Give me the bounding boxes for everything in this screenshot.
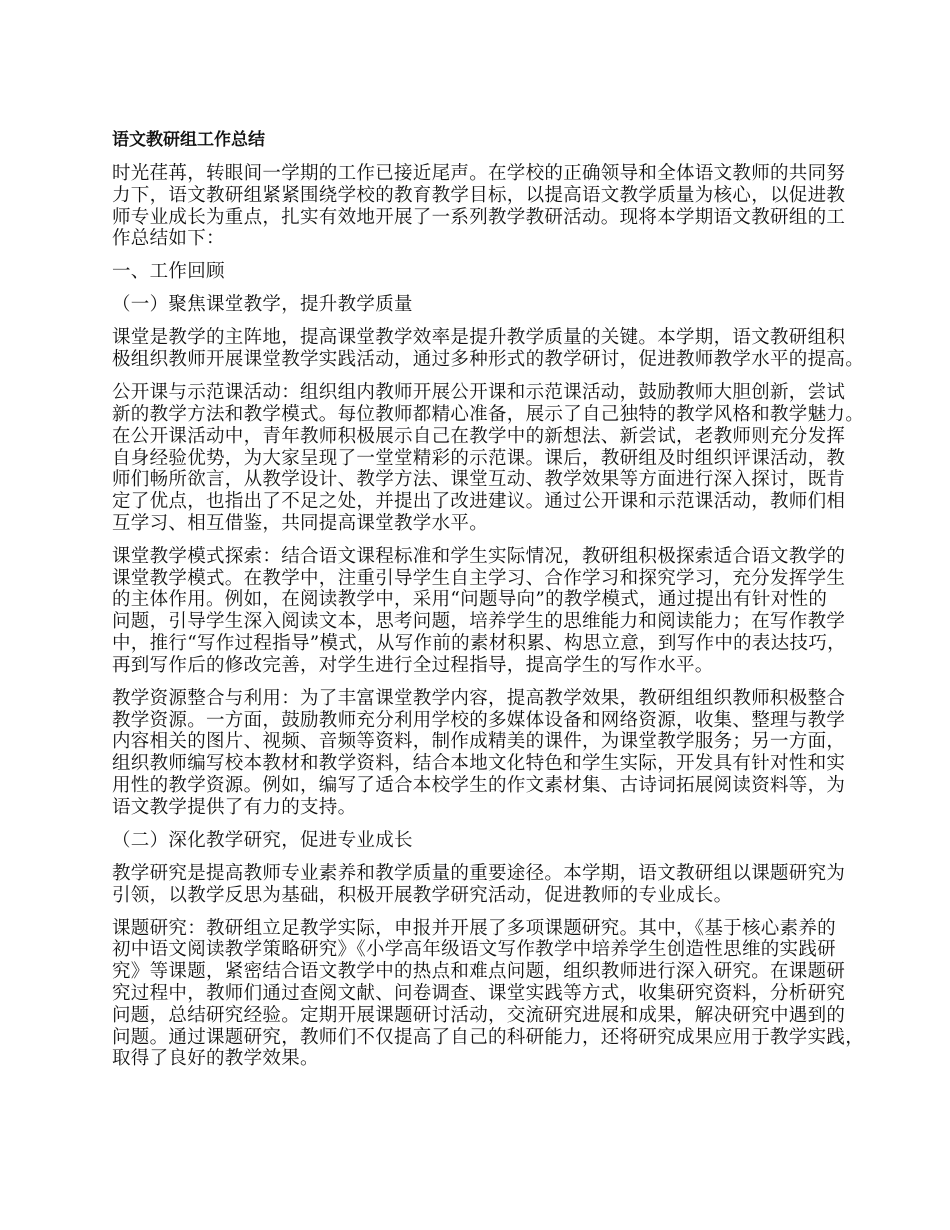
text-line: 究》等课题，紧密结合语文教学中的热点和难点问题，组织教师进行深入研究。在课题研 [112, 961, 846, 983]
text-line: 中，推行“写作过程指导”模式，从写作前的素材积累、构思立意，到写作中的表达技巧， [112, 633, 846, 655]
text-line: 问题。通过课题研究，教师们不仅提高了自己的科研能力，还将研究成果应用于教学实践， [112, 1026, 865, 1048]
text-line: 课堂教学模式探索：结合语文课程标准和学生实际情况，教研组积极探索适合语文教学的 [112, 545, 846, 567]
text-line: 课堂教学模式。在教学中，注重引导学生自主学习、合作学习和探究学习，充分发挥学生 [112, 567, 846, 589]
body-paragraph [112, 163, 872, 250]
body-paragraph [112, 546, 872, 677]
text-line: 教学资源整合与利用：为了丰富课堂教学内容，提高教学效果，教研组组织教师积极整合 [112, 687, 846, 709]
text-line: 课堂是教学的主阵地，提高课堂教学效率是提升教学质量的关键。本学期，语文教研组积 [112, 327, 846, 349]
body-paragraph [112, 327, 872, 371]
text-line: 组织教师编写校本教材和教学资料，结合本地文化特色和学生实际，开发具有针对性和实 [112, 753, 846, 775]
text-line: 师专业成长为重点，扎实有效地开展了一系列教学教研活动。现将本学期语文教研组的工 [112, 206, 846, 228]
text-line: 内容相关的图片、视频、音频等资料，制作成精美的课件，为课堂教学服务；另一方面， [112, 731, 846, 753]
text-line: 师们畅所欲言，从教学设计、教学方法、课堂互动、教学效果等方面进行深入探讨，既肯 [112, 469, 846, 491]
text-line: 取得了良好的教学效果。 [112, 1048, 319, 1070]
text-line: 极组织教师开展课堂教学实践活动，通过多种形式的教学研讨，促进教师教学水平的提高。 [112, 349, 865, 371]
text-line: 课题研究：教研组立足教学实际，申报并开展了多项课题研究。其中，《基于核心素养的 [112, 917, 836, 939]
body-paragraph [112, 918, 872, 1071]
text-line: （二）深化教学研究，促进专业成长 [112, 829, 413, 851]
text-line: 再到写作后的修改完善，对学生进行全过程指导，提高学生的写作水平。 [112, 654, 714, 676]
text-line: 问题，引导学生深入阅读文本，思考问题，培养学生的思维能力和阅读能力；在写作教学 [112, 611, 846, 633]
text-line: 引领，以教学反思为基础，积极开展教学研究活动，促进教师的专业成长。 [112, 884, 733, 906]
text-line: 的主体作用。例如，在阅读教学中，采用“问题导向”的教学模式，通过提出有针对性的 [112, 589, 828, 611]
text-line: 作总结如下： [112, 228, 225, 250]
body-paragraph [112, 688, 872, 819]
text-line: 语文教学提供了有力的支持。 [112, 796, 357, 818]
document-body [112, 163, 872, 1070]
text-line: （一）聚焦课堂教学，提升教学质量 [112, 294, 413, 316]
text-line: 公开课与示范课活动：组织组内教师开展公开课和示范课活动，鼓励教师大胆创新，尝试 [112, 382, 846, 404]
text-line: 初中语文阅读教学策略研究》《小学高年级语文写作教学中培养学生创造性思维的实践研 [112, 939, 836, 961]
text-line: 教学资源。一方面，鼓励教师充分利用学校的多媒体设备和网络资源，收集、整理与教学 [112, 709, 846, 731]
text-line: 力下，语文教研组紧紧围绕学校的教育教学目标，以提高语文教学质量为核心，以促进教 [112, 184, 846, 206]
text-line: 新的教学方法和教学模式。每位教师都精心准备，展示了自己独特的教学风格和教学魅力。 [112, 403, 865, 425]
body-paragraph [112, 382, 872, 535]
text-line: 教学研究是提高教师专业素养和教学质量的重要途径。本学期，语文教研组以课题研究为 [112, 862, 846, 884]
section-heading [112, 294, 872, 316]
text-line: 问题，总结研究经验。定期开展课题研讨活动，交流研究进展和成果，解决研究中遇到的 [112, 1004, 846, 1026]
section-heading [112, 830, 872, 852]
document-title: 语文教研组工作总结 [112, 130, 265, 150]
text-line: 时光荏苒，转眼间一学期的工作已接近尾声。在学校的正确领导和全体语文教师的共同努 [112, 163, 846, 184]
text-line: 用性的教学资源。例如，编写了适合本校学生的作文素材集、古诗词拓展阅读资料等，为 [112, 775, 846, 797]
text-line: 在公开课活动中，青年教师积极展示自己在教学中的新想法、新尝试，老教师则充分发挥 [112, 425, 846, 447]
text-line: 互学习、相互借鉴，共同提高课堂教学水平。 [112, 512, 489, 534]
text-line: 究过程中，教师们通过查阅文献、问卷调查、课堂实践等方式，收集研究资料，分析研究 [112, 982, 846, 1004]
text-line: 自身经验优势，为大家呈现了一堂堂精彩的示范课。课后，教研组及时组织评课活动，教 [112, 447, 846, 469]
text-line: 定了优点，也指出了不足之处，并提出了改进建议。通过公开课和示范课活动，教师们相 [112, 491, 846, 513]
document-page [112, 129, 872, 1081]
text-line: 一、工作回顾 [112, 261, 225, 283]
body-paragraph [112, 863, 872, 907]
section-heading [112, 261, 872, 283]
